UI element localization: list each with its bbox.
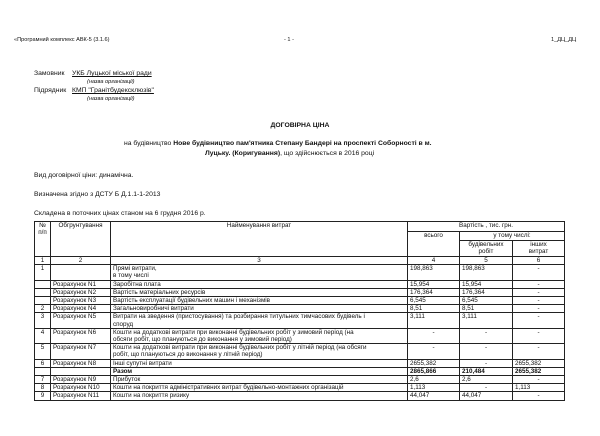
- row-other: -: [513, 344, 565, 359]
- table-body: [35, 265, 565, 400]
- row-construction: -: [460, 359, 513, 367]
- construction-name-2: Луцьку. (Коригування): [205, 150, 281, 157]
- row-name: Вартість матеріальних ресурсів: [111, 288, 408, 296]
- table-row: [35, 265, 565, 280]
- row-number: [35, 280, 51, 288]
- table-row: [35, 344, 565, 359]
- row-name: Разом: [111, 367, 408, 375]
- row-total: 176,364: [408, 288, 460, 296]
- row-justification: Розрахунок N7: [51, 344, 111, 359]
- row-total: 198,863: [408, 265, 460, 280]
- row-name: Кошти на додаткові витрати при виконанні будівельних робіт у зимовий період (на обсяги робіт, що плануються до виконання у зимовий період): [111, 328, 408, 343]
- row-name: Загальновиробничі витрати: [111, 305, 408, 313]
- row-number: 9: [35, 392, 51, 400]
- row-construction: 15,954: [460, 280, 513, 288]
- row-other: -: [513, 305, 565, 313]
- customer-label: Замовник: [34, 70, 65, 77]
- row-name: Прямі витрати, в тому числі: [111, 265, 408, 280]
- row-other: -: [513, 328, 565, 343]
- row-total: 15,954: [408, 280, 460, 288]
- document-code: 1_ДЦ_ДЦ: [551, 37, 577, 43]
- row-other: -: [513, 297, 565, 305]
- header-name: Найменування витрат: [111, 222, 408, 257]
- page-number: - 1 -: [284, 37, 294, 43]
- row-total: 6,545: [408, 297, 460, 305]
- row-number: 4: [35, 328, 51, 343]
- table-row: [35, 280, 565, 288]
- row-construction: 6,545: [460, 297, 513, 305]
- document-title: ДОГОВІРНА ЦІНА: [270, 122, 330, 129]
- col-number: 6: [513, 257, 565, 265]
- row-justification: Розрахунок N6: [51, 328, 111, 343]
- contractor-label: Підрядник: [34, 87, 67, 94]
- row-name: Витрати на зведення (пристосування) та розбирання титульних тимчасових будівель і споруд: [111, 313, 408, 328]
- table-row: [35, 359, 565, 367]
- header-num: № п/п: [35, 222, 51, 257]
- table-row: [35, 367, 565, 375]
- contractor-caption: (назва організації): [87, 96, 135, 102]
- header-construction: будівельних робіт: [460, 241, 513, 257]
- dstu-reference: Визначена згідно з ДСТУ Б Д.1.1-1-2013: [34, 191, 161, 198]
- customer-value: УКБ Луцької міської ради: [72, 70, 152, 77]
- row-other: -: [513, 313, 565, 328]
- table-row: [35, 288, 565, 296]
- col-number: 1: [35, 257, 51, 265]
- row-other: -: [513, 288, 565, 296]
- row-other: -: [513, 280, 565, 288]
- header-other: інших витрат: [513, 241, 565, 257]
- row-total: -: [408, 344, 460, 359]
- table-row: [35, 305, 565, 313]
- row-other: -: [513, 265, 565, 280]
- header-row-1: [35, 222, 565, 232]
- row-total: 2,6: [408, 376, 460, 384]
- construction-suffix: , що здійснюється в 2016 році: [280, 150, 375, 157]
- row-justification: Розрахунок N4: [51, 305, 111, 313]
- row-name: Прибуток: [111, 376, 408, 384]
- row-number: [35, 367, 51, 375]
- row-construction: 8,51: [460, 305, 513, 313]
- row-total: 2655,382: [408, 359, 460, 367]
- row-name: Кошти на покриття ризику: [111, 392, 408, 400]
- row-construction: -: [460, 384, 513, 392]
- col-number: 4: [408, 257, 460, 265]
- row-other: 2655,382: [513, 359, 565, 367]
- row-construction: 176,364: [460, 288, 513, 296]
- row-construction: 210,484: [460, 367, 513, 375]
- row-total: 8,51: [408, 305, 460, 313]
- row-justification: Розрахунок N11: [51, 392, 111, 400]
- row-construction: 198,863: [460, 265, 513, 280]
- row-total: 2865,866: [408, 367, 460, 375]
- row-other: -: [513, 376, 565, 384]
- header-including: у тому числі:: [460, 232, 565, 241]
- header-justification: Обгрунтування: [51, 222, 111, 257]
- construction-prefix: на будівництво: [124, 140, 172, 147]
- program-name: «Програмний комплекс АВК-5 (3.1.6): [14, 37, 110, 43]
- row-total: -: [408, 328, 460, 343]
- table-row: [35, 376, 565, 384]
- row-number: 7: [35, 376, 51, 384]
- row-justification: Розрахунок N8: [51, 359, 111, 367]
- table-row: [35, 328, 565, 343]
- col-number: 2: [51, 257, 111, 265]
- row-construction: 2,6: [460, 376, 513, 384]
- row-other: -: [513, 392, 565, 400]
- row-other: 1,113: [513, 384, 565, 392]
- row-number: 1: [35, 265, 51, 280]
- row-name: Вартість експлуатації будівельних машин і механізмів: [111, 297, 408, 305]
- row-justification: Розрахунок N3: [51, 297, 111, 305]
- row-construction: -: [460, 328, 513, 343]
- row-other: 2655,382: [513, 367, 565, 375]
- row-number: [35, 297, 51, 305]
- row-name: Інші супутні витрати: [111, 359, 408, 367]
- row-construction: -: [460, 344, 513, 359]
- construction-name-1: Нове будівництво пам'ятника Степану Бандері на проспекті Соборності в м.: [173, 140, 432, 147]
- header-total: всього: [408, 232, 460, 257]
- table-row: [35, 297, 565, 305]
- column-number-row: [35, 257, 565, 265]
- row-justification: Розрахунок N1: [51, 280, 111, 288]
- table-row: [35, 313, 565, 328]
- row-justification: [51, 265, 111, 280]
- row-total: 44,047: [408, 392, 460, 400]
- row-total: 3,111: [408, 313, 460, 328]
- row-number: [35, 288, 51, 296]
- row-name: Кошти на покриття адміністративних витрат будівельно-монтажних організацій: [111, 384, 408, 392]
- row-number: 2: [35, 305, 51, 313]
- row-number: 6: [35, 359, 51, 367]
- row-justification: Розрахунок N9: [51, 376, 111, 384]
- row-number: 5: [35, 344, 51, 359]
- compiled-date: Складена в поточних цінах станом на 6 грудня 2016 р.: [34, 210, 206, 217]
- row-name: Заробітна плата: [111, 280, 408, 288]
- header-cost: Вартість , тис. грн.: [408, 222, 565, 232]
- row-construction: 44,047: [460, 392, 513, 400]
- customer-caption: (назва організації): [87, 79, 135, 85]
- price-type: Вид договірної ціни: динамічна.: [34, 172, 134, 179]
- row-justification: Розрахунок N2: [51, 288, 111, 296]
- row-justification: Розрахунок N5: [51, 313, 111, 328]
- col-number: 5: [460, 257, 513, 265]
- row-number: 8: [35, 384, 51, 392]
- construction-line2: [205, 150, 374, 157]
- row-total: 1,113: [408, 384, 460, 392]
- table-row: [35, 392, 565, 400]
- row-justification: [51, 367, 111, 375]
- row-number: 3: [35, 313, 51, 328]
- contractor-value: КМП "Гранітбудексклюзів": [72, 87, 154, 94]
- row-construction: 3,111: [460, 313, 513, 328]
- row-justification: Розрахунок N10: [51, 384, 111, 392]
- construction-line1: [124, 140, 432, 147]
- col-number: 3: [111, 257, 408, 265]
- row-name: Кошти на додаткові витрати при виконанні будівельних робіт у літній період (на обсяги робіт, що плануються до виконання у літній період): [111, 344, 408, 359]
- table-row: [35, 384, 565, 392]
- cost-table: [34, 221, 565, 401]
